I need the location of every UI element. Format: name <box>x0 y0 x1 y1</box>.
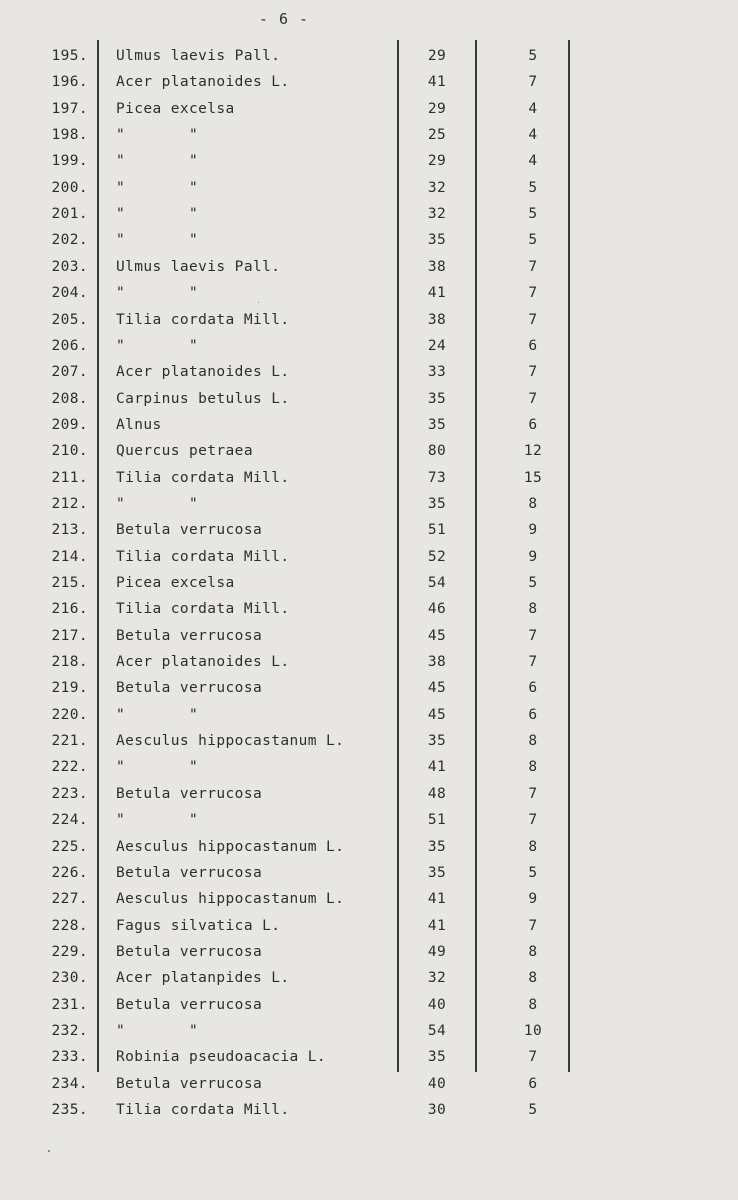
measurement-2: 7 <box>528 785 538 802</box>
species-name: " " <box>116 337 199 354</box>
species-name: Acer platanpides L. <box>116 970 290 987</box>
row-number: 223. <box>51 785 88 802</box>
row-number: 198. <box>51 127 88 144</box>
table-row <box>0 1071 738 1097</box>
table-row <box>0 227 738 253</box>
row-number: 228. <box>51 917 88 934</box>
species-name: Fagus silvatica L. <box>116 917 281 934</box>
measurement-1: 32 <box>427 970 447 987</box>
table-row <box>0 201 738 227</box>
measurement-2: 7 <box>528 654 538 671</box>
species-name: Tilia cordata Mill. <box>116 601 290 618</box>
row-number: 195. <box>51 48 88 64</box>
measurement-2: 5 <box>528 206 538 223</box>
species-name: Acer platanoides L. <box>116 654 290 671</box>
measurement-2: 5 <box>528 575 538 591</box>
measurement-1: 54 <box>427 575 447 591</box>
table-row <box>0 491 738 517</box>
measurement-1: 32 <box>427 206 447 223</box>
measurement-1: 48 <box>427 785 447 802</box>
row-number: 218. <box>51 654 88 671</box>
species-name: Ulmus laevis Pall. <box>116 48 281 64</box>
table-row <box>0 148 738 174</box>
species-name: Betula verrucosa <box>116 785 263 802</box>
table-row <box>0 69 738 95</box>
measurement-1: 40 <box>427 996 447 1013</box>
species-name: Robinia pseudoacacia L. <box>116 1049 326 1066</box>
table-row <box>0 992 738 1018</box>
measurement-2: 4 <box>528 127 538 144</box>
species-name: Betula verrucosa <box>116 1075 263 1092</box>
measurement-2: 9 <box>528 891 538 908</box>
table-row <box>0 412 738 438</box>
table-row <box>0 438 738 464</box>
species-name: " " <box>116 285 199 302</box>
table-row <box>0 43 738 69</box>
species-name: " " <box>116 1022 199 1039</box>
measurement-1: 73 <box>427 469 447 486</box>
species-name: Betula verrucosa <box>116 943 263 960</box>
measurement-1: 51 <box>427 812 447 829</box>
table-row <box>0 517 738 543</box>
measurement-2: 8 <box>528 759 538 776</box>
measurement-1: 29 <box>427 153 447 170</box>
row-number: 224. <box>51 812 88 829</box>
measurement-2: 8 <box>528 601 538 618</box>
row-number: 206. <box>51 337 88 354</box>
measurement-2: 7 <box>528 627 538 644</box>
row-number: 220. <box>51 706 88 723</box>
table-row <box>0 702 738 728</box>
species-name: Tilia cordata Mill. <box>116 548 290 565</box>
table-row <box>0 807 738 833</box>
table-row <box>0 728 738 754</box>
measurement-1: 33 <box>427 364 447 381</box>
table-row <box>0 570 738 596</box>
measurement-1: 80 <box>427 443 447 460</box>
measurement-1: 38 <box>427 311 447 328</box>
species-name: " " <box>116 812 199 829</box>
measurement-2: 12 <box>523 443 543 460</box>
species-name: Aesculus hippocastanum L. <box>116 891 345 908</box>
row-number: 196. <box>51 74 88 91</box>
measurement-1: 41 <box>427 759 447 776</box>
measurement-1: 35 <box>427 232 447 249</box>
row-number: 213. <box>51 522 88 539</box>
measurement-2: 7 <box>528 285 538 302</box>
species-name: Alnus <box>116 416 162 433</box>
table-row <box>0 465 738 491</box>
measurement-1: 41 <box>427 917 447 934</box>
measurement-1: 29 <box>427 100 447 117</box>
measurement-2: 8 <box>528 943 538 960</box>
species-name: " " <box>116 495 199 512</box>
species-name: " " <box>116 153 199 170</box>
table-row <box>0 860 738 886</box>
row-number: 219. <box>51 680 88 697</box>
table-row <box>0 623 738 649</box>
table-row <box>0 359 738 385</box>
row-number: 217. <box>51 627 88 644</box>
species-name: " " <box>116 206 199 223</box>
row-number: 216. <box>51 601 88 618</box>
measurement-1: 35 <box>427 390 447 407</box>
table-row <box>0 122 738 148</box>
table-row <box>0 96 738 122</box>
species-name: Picea excelsa <box>116 100 235 117</box>
species-name: Acer platanoides L. <box>116 364 290 381</box>
measurement-2: 4 <box>528 100 538 117</box>
measurement-1: 38 <box>427 258 447 275</box>
row-number: 202. <box>51 232 88 249</box>
measurement-2: 9 <box>528 522 538 539</box>
species-name: Carpinus betulus L. <box>116 390 290 407</box>
species-name: Betula verrucosa <box>116 522 263 539</box>
species-name: " " <box>116 706 199 723</box>
row-number: 233. <box>51 1049 88 1066</box>
measurement-2: 5 <box>528 864 538 881</box>
row-number: 205. <box>51 311 88 328</box>
measurement-2: 6 <box>528 680 538 697</box>
table-row <box>0 886 738 912</box>
row-number: 203. <box>51 258 88 275</box>
species-name: Tilia cordata Mill. <box>116 311 290 328</box>
table-row <box>0 254 738 280</box>
species-name: " " <box>116 232 199 249</box>
species-name: Aesculus hippocastanum L. <box>116 838 345 855</box>
measurement-2: 5 <box>528 232 538 249</box>
measurement-2: 7 <box>528 1049 538 1066</box>
row-number: 214. <box>51 548 88 565</box>
measurement-1: 35 <box>427 495 447 512</box>
row-number: 230. <box>51 970 88 987</box>
table-row <box>0 649 738 675</box>
table-row <box>0 1097 738 1123</box>
measurement-2: 7 <box>528 364 538 381</box>
row-number: 197. <box>51 100 88 117</box>
row-number: 207. <box>51 364 88 381</box>
species-name: Acer platanoides L. <box>116 74 290 91</box>
measurement-1: 35 <box>427 838 447 855</box>
measurement-2: 15 <box>523 469 543 486</box>
measurement-1: 45 <box>427 627 447 644</box>
measurement-2: 7 <box>528 812 538 829</box>
row-number: 215. <box>51 575 88 591</box>
measurement-2: 8 <box>528 996 538 1013</box>
table-row <box>0 1018 738 1044</box>
measurement-1: 41 <box>427 891 447 908</box>
table-row <box>0 280 738 306</box>
species-name: Quercus petraea <box>116 443 253 460</box>
measurement-2: 5 <box>528 48 538 64</box>
measurement-2: 6 <box>528 337 538 354</box>
measurement-1: 49 <box>427 943 447 960</box>
measurement-1: 40 <box>427 1075 447 1092</box>
measurement-2: 8 <box>528 838 538 855</box>
measurement-2: 10 <box>523 1022 543 1039</box>
measurement-1: 25 <box>427 127 447 144</box>
species-name: Betula verrucosa <box>116 680 263 697</box>
species-name: " " <box>116 127 199 144</box>
measurement-1: 38 <box>427 654 447 671</box>
table-row <box>0 754 738 780</box>
measurement-1: 35 <box>427 416 447 433</box>
row-number: 199. <box>51 153 88 170</box>
table-row <box>0 1044 738 1070</box>
table-row <box>0 596 738 622</box>
paper-speck <box>48 1150 50 1152</box>
table-row <box>0 307 738 333</box>
row-number: 231. <box>51 996 88 1013</box>
row-number: 235. <box>51 1102 88 1118</box>
measurement-1: 32 <box>427 179 447 196</box>
row-number: 212. <box>51 495 88 512</box>
row-number: 211. <box>51 469 88 486</box>
row-number: 226. <box>51 864 88 881</box>
row-number: 234. <box>51 1075 88 1092</box>
species-name: Betula verrucosa <box>116 864 263 881</box>
measurement-1: 45 <box>427 706 447 723</box>
row-number: 229. <box>51 943 88 960</box>
species-name: Betula verrucosa <box>116 627 263 644</box>
measurement-1: 46 <box>427 601 447 618</box>
row-number: 227. <box>51 891 88 908</box>
species-name: Betula verrucosa <box>116 996 263 1013</box>
measurement-1: 30 <box>427 1102 447 1118</box>
table-row <box>0 965 738 991</box>
row-number: 221. <box>51 733 88 750</box>
measurement-2: 6 <box>528 1075 538 1092</box>
measurement-1: 52 <box>427 548 447 565</box>
measurement-2: 7 <box>528 917 538 934</box>
measurement-2: 6 <box>528 706 538 723</box>
measurement-2: 6 <box>528 416 538 433</box>
page-number: - 6 - <box>258 10 310 28</box>
row-number: 210. <box>51 443 88 460</box>
species-name: Tilia cordata Mill. <box>116 1102 290 1118</box>
measurement-1: 41 <box>427 74 447 91</box>
row-number: 225. <box>51 838 88 855</box>
species-name: " " <box>116 179 199 196</box>
measurement-2: 5 <box>528 1102 538 1118</box>
table-row <box>0 333 738 359</box>
row-number: 200. <box>51 179 88 196</box>
row-number: 201. <box>51 206 88 223</box>
measurement-2: 9 <box>528 548 538 565</box>
species-name: Aesculus hippocastanum L. <box>116 733 345 750</box>
row-number: 232. <box>51 1022 88 1039</box>
measurement-1: 29 <box>427 48 447 64</box>
measurement-2: 8 <box>528 495 538 512</box>
row-number: 222. <box>51 759 88 776</box>
measurement-1: 35 <box>427 864 447 881</box>
measurement-1: 45 <box>427 680 447 697</box>
measurement-2: 7 <box>528 311 538 328</box>
measurement-2: 7 <box>528 258 538 275</box>
measurement-1: 35 <box>427 733 447 750</box>
species-name: Tilia cordata Mill. <box>116 469 290 486</box>
measurement-1: 24 <box>427 337 447 354</box>
measurement-2: 8 <box>528 970 538 987</box>
measurement-2: 7 <box>528 74 538 91</box>
species-name: " " <box>116 759 199 776</box>
table-row <box>0 913 738 939</box>
row-number: 208. <box>51 390 88 407</box>
row-number: 204. <box>51 285 88 302</box>
table-row <box>0 675 738 701</box>
table-row <box>0 544 738 570</box>
table-row <box>0 781 738 807</box>
measurement-2: 4 <box>528 153 538 170</box>
measurement-1: 54 <box>427 1022 447 1039</box>
species-name: Picea excelsa <box>116 575 235 591</box>
measurement-2: 8 <box>528 733 538 750</box>
table-row <box>0 939 738 965</box>
species-name: Ulmus laevis Pall. <box>116 258 281 275</box>
measurement-1: 41 <box>427 285 447 302</box>
table-row <box>0 386 738 412</box>
measurement-2: 7 <box>528 390 538 407</box>
table-row <box>0 834 738 860</box>
table-row <box>0 175 738 201</box>
measurement-1: 51 <box>427 522 447 539</box>
measurement-1: 35 <box>427 1049 447 1066</box>
measurement-2: 5 <box>528 179 538 196</box>
paper-speck <box>258 302 259 303</box>
row-number: 209. <box>51 416 88 433</box>
